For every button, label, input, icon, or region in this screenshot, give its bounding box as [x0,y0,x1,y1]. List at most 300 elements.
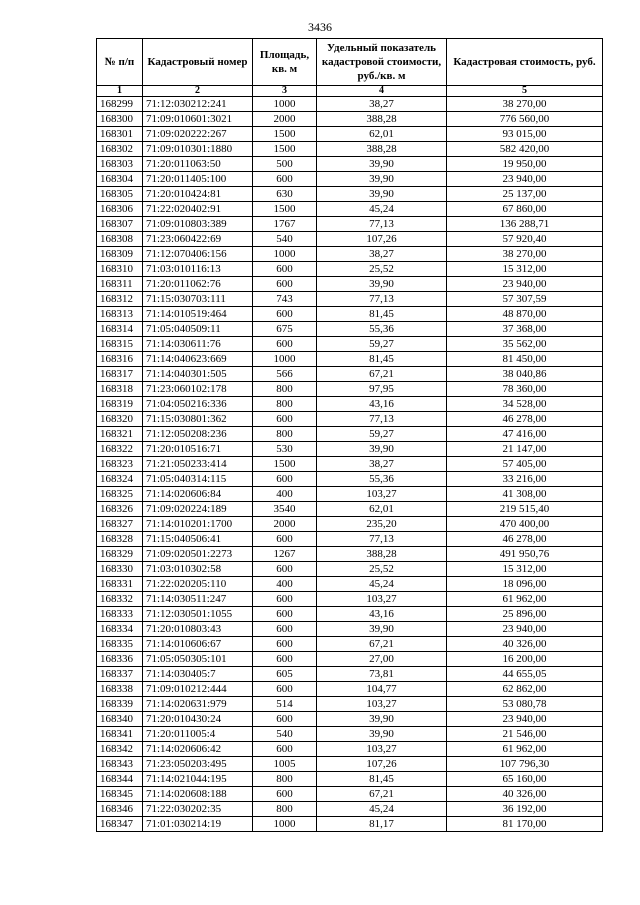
area-value: 1000 [253,97,317,112]
cadastral-value: 46 278,00 [447,412,603,427]
unit-rate-value: 39,90 [317,172,447,187]
row-number: 168342 [97,742,143,757]
row-number: 168329 [97,547,143,562]
cadastral-number: 71:09:010601:3021 [143,112,253,127]
table-row [97,562,603,577]
column-number: 3 [253,86,317,97]
row-number: 168334 [97,622,143,637]
area-value: 675 [253,322,317,337]
table-row [97,607,603,622]
cadastral-number: 71:15:040506:41 [143,532,253,547]
unit-rate-value: 107,26 [317,232,447,247]
unit-rate-value: 39,90 [317,157,447,172]
area-value: 600 [253,172,317,187]
cadastral-number: 71:09:010212:444 [143,682,253,697]
row-number: 168339 [97,697,143,712]
cadastral-number: 71:09:020222:267 [143,127,253,142]
row-number: 168345 [97,787,143,802]
cadastral-value: 219 515,40 [447,502,603,517]
table-row [97,397,603,412]
cadastral-number: 71:12:050208:236 [143,427,253,442]
table-row [97,442,603,457]
cadastral-value: 57 307,59 [447,292,603,307]
cadastral-number: 71:09:020501:2273 [143,547,253,562]
row-number: 168313 [97,307,143,322]
table-row [97,652,603,667]
table-row [97,502,603,517]
area-value: 600 [253,412,317,427]
cadastral-number: 71:14:030511:247 [143,592,253,607]
area-value: 600 [253,277,317,292]
area-value: 400 [253,487,317,502]
area-value: 566 [253,367,317,382]
area-value: 600 [253,787,317,802]
cadastral-number: 71:14:021044:195 [143,772,253,787]
cadastral-value: 48 870,00 [447,307,603,322]
cadastral-number: 71:14:010606:67 [143,637,253,652]
unit-rate-value: 77,13 [317,292,447,307]
unit-rate-value: 25,52 [317,562,447,577]
cadastral-value: 19 950,00 [447,157,603,172]
row-number: 168307 [97,217,143,232]
cadastral-number: 71:05:050305:101 [143,652,253,667]
row-number: 168299 [97,97,143,112]
area-value: 600 [253,682,317,697]
table-row [97,232,603,247]
cadastral-number: 71:20:011005:4 [143,727,253,742]
table-row [97,412,603,427]
area-value: 3540 [253,502,317,517]
row-number: 168340 [97,712,143,727]
row-number: 168310 [97,262,143,277]
cadastral-value: 61 962,00 [447,592,603,607]
cadastral-value: 491 950,76 [447,547,603,562]
table-row [97,367,603,382]
cadastral-number: 71:09:010803:389 [143,217,253,232]
cadastral-value: 33 216,00 [447,472,603,487]
cadastral-number: 71:05:040314:115 [143,472,253,487]
table-row [97,202,603,217]
cadastral-number: 71:05:040509:11 [143,322,253,337]
area-value: 605 [253,667,317,682]
unit-rate-value: 39,90 [317,727,447,742]
table-row [97,472,603,487]
area-value: 600 [253,592,317,607]
header-row [97,39,603,86]
cadastral-table [96,38,603,832]
cadastral-value: 44 655,05 [447,667,603,682]
cadastral-value: 67 860,00 [447,202,603,217]
cadastral-number: 71:23:060102:178 [143,382,253,397]
table-row [97,487,603,502]
cadastral-value: 21 147,00 [447,442,603,457]
cadastral-number: 71:14:020631:979 [143,697,253,712]
unit-rate-value: 62,01 [317,502,447,517]
cadastral-number: 71:21:050233:414 [143,457,253,472]
cadastral-value: 57 920,40 [447,232,603,247]
cadastral-value: 46 278,00 [447,532,603,547]
cadastral-value: 38 270,00 [447,247,603,262]
cadastral-value: 25 137,00 [447,187,603,202]
row-number: 168323 [97,457,143,472]
area-value: 540 [253,232,317,247]
unit-rate-value: 43,16 [317,397,447,412]
row-number: 168306 [97,202,143,217]
cadastral-value: 15 312,00 [447,562,603,577]
area-value: 600 [253,637,317,652]
area-value: 1500 [253,457,317,472]
area-value: 600 [253,562,317,577]
area-value: 530 [253,442,317,457]
cadastral-value: 23 940,00 [447,277,603,292]
cadastral-number: 71:20:010424:81 [143,187,253,202]
unit-rate-value: 67,21 [317,367,447,382]
row-number: 168309 [97,247,143,262]
table-row [97,532,603,547]
cadastral-value: 23 940,00 [447,172,603,187]
cadastral-value: 78 360,00 [447,382,603,397]
unit-rate-value: 103,27 [317,592,447,607]
area-value: 1000 [253,247,317,262]
row-number: 168343 [97,757,143,772]
unit-rate-value: 59,27 [317,337,447,352]
unit-rate-value: 25,52 [317,262,447,277]
table-row [97,307,603,322]
area-value: 2000 [253,517,317,532]
cadastral-number: 71:14:040301:505 [143,367,253,382]
table-row [97,217,603,232]
row-number: 168341 [97,727,143,742]
cadastral-value: 15 312,00 [447,262,603,277]
table-row [97,802,603,817]
area-value: 800 [253,427,317,442]
unit-rate-value: 55,36 [317,322,447,337]
table-row [97,142,603,157]
area-value: 1500 [253,142,317,157]
table-row [97,697,603,712]
table-row [97,262,603,277]
unit-rate-value: 39,90 [317,712,447,727]
unit-rate-value: 39,90 [317,277,447,292]
header-cadastral-number: Кадастровый номер [143,39,253,86]
table-row [97,97,603,112]
cadastral-number: 71:14:020606:42 [143,742,253,757]
table-row [97,757,603,772]
row-number: 168315 [97,337,143,352]
cadastral-number: 71:20:011063:50 [143,157,253,172]
table-row [97,817,603,832]
cadastral-number: 71:15:030801:362 [143,412,253,427]
table-row [97,577,603,592]
cadastral-value: 62 862,00 [447,682,603,697]
row-number: 168304 [97,172,143,187]
area-value: 600 [253,607,317,622]
table-row [97,682,603,697]
area-value: 1500 [253,202,317,217]
cadastral-number: 71:14:010201:1700 [143,517,253,532]
unit-rate-value: 103,27 [317,742,447,757]
table-row [97,592,603,607]
unit-rate-value: 45,24 [317,802,447,817]
cadastral-number: 71:14:010519:464 [143,307,253,322]
row-number: 168326 [97,502,143,517]
cadastral-number: 71:09:020224:189 [143,502,253,517]
unit-rate-value: 81,45 [317,772,447,787]
cadastral-value: 23 940,00 [447,622,603,637]
page-number: 3436 [308,20,332,34]
row-number: 168319 [97,397,143,412]
row-number: 168311 [97,277,143,292]
header-cadastral-value: Кадастровая стоимость, руб. [447,39,603,86]
row-number: 168330 [97,562,143,577]
row-number: 168336 [97,652,143,667]
unit-rate-value: 45,24 [317,202,447,217]
cadastral-number: 71:04:050216:336 [143,397,253,412]
unit-rate-value: 27,00 [317,652,447,667]
cadastral-number: 71:03:010302:58 [143,562,253,577]
table-row [97,772,603,787]
row-number: 168312 [97,292,143,307]
unit-rate-value: 39,90 [317,187,447,202]
area-value: 500 [253,157,317,172]
area-value: 400 [253,577,317,592]
cadastral-value: 21 546,00 [447,727,603,742]
area-value: 540 [253,727,317,742]
row-number: 168327 [97,517,143,532]
cadastral-number: 71:12:070406:156 [143,247,253,262]
cadastral-value: 36 192,00 [447,802,603,817]
unit-rate-value: 97,95 [317,382,447,397]
table-row [97,337,603,352]
row-number: 168301 [97,127,143,142]
unit-rate-value: 388,28 [317,112,447,127]
cadastral-number: 71:12:030212:241 [143,97,253,112]
cadastral-number: 71:22:020402:91 [143,202,253,217]
table-row [97,322,603,337]
area-value: 2000 [253,112,317,127]
unit-rate-value: 235,20 [317,517,447,532]
table-row [97,622,603,637]
table-row [97,382,603,397]
cadastral-value: 37 368,00 [447,322,603,337]
cadastral-value: 93 015,00 [447,127,603,142]
row-number: 168320 [97,412,143,427]
unit-rate-value: 81,45 [317,307,447,322]
unit-rate-value: 67,21 [317,787,447,802]
unit-rate-value: 103,27 [317,487,447,502]
cadastral-value: 34 528,00 [447,397,603,412]
table-row [97,712,603,727]
area-value: 1767 [253,217,317,232]
area-value: 1005 [253,757,317,772]
cadastral-value: 38 270,00 [447,97,603,112]
cadastral-number: 71:14:020608:188 [143,787,253,802]
table-row [97,172,603,187]
table-row [97,187,603,202]
column-number: 4 [317,86,447,97]
table-row [97,247,603,262]
header-area: Площадь, кв. м [253,39,317,86]
table-row [97,127,603,142]
unit-rate-value: 38,27 [317,97,447,112]
cadastral-number: 71:20:010430:24 [143,712,253,727]
row-number: 168325 [97,487,143,502]
unit-rate-value: 43,16 [317,607,447,622]
row-number: 168346 [97,802,143,817]
area-value: 600 [253,742,317,757]
area-value: 800 [253,382,317,397]
row-number: 168337 [97,667,143,682]
cadastral-value: 53 080,78 [447,697,603,712]
unit-rate-value: 107,26 [317,757,447,772]
row-number: 168333 [97,607,143,622]
cadastral-value: 38 040,86 [447,367,603,382]
table-row [97,517,603,532]
row-number: 168335 [97,637,143,652]
table-row [97,112,603,127]
area-value: 600 [253,472,317,487]
cadastral-value: 25 896,00 [447,607,603,622]
cadastral-value: 40 326,00 [447,637,603,652]
area-value: 600 [253,532,317,547]
row-number: 168331 [97,577,143,592]
cadastral-number: 71:20:010516:71 [143,442,253,457]
row-number: 168338 [97,682,143,697]
area-value: 600 [253,262,317,277]
area-value: 600 [253,337,317,352]
cadastral-value: 81 450,00 [447,352,603,367]
cadastral-value: 470 400,00 [447,517,603,532]
cadastral-number: 71:20:010803:43 [143,622,253,637]
unit-rate-value: 388,28 [317,547,447,562]
row-number: 168321 [97,427,143,442]
table-row [97,292,603,307]
row-number: 168322 [97,442,143,457]
area-value: 514 [253,697,317,712]
unit-rate-value: 77,13 [317,412,447,427]
column-number: 1 [97,86,143,97]
area-value: 630 [253,187,317,202]
row-number: 168347 [97,817,143,832]
column-number-row [97,86,603,97]
area-value: 600 [253,307,317,322]
cadastral-value: 107 796,30 [447,757,603,772]
area-value: 1500 [253,127,317,142]
table-row [97,667,603,682]
cadastral-number: 71:23:060422:69 [143,232,253,247]
area-value: 600 [253,622,317,637]
area-value: 1000 [253,352,317,367]
row-number: 168324 [97,472,143,487]
column-number: 5 [447,86,603,97]
cadastral-number: 71:12:030501:1055 [143,607,253,622]
unit-rate-value: 77,13 [317,532,447,547]
cadastral-value: 582 420,00 [447,142,603,157]
unit-rate-value: 59,27 [317,427,447,442]
area-value: 800 [253,772,317,787]
cadastral-number: 71:15:030703:111 [143,292,253,307]
cadastral-number: 71:01:030214:19 [143,817,253,832]
area-value: 800 [253,397,317,412]
cadastral-value: 776 560,00 [447,112,603,127]
row-number: 168308 [97,232,143,247]
row-number: 168344 [97,772,143,787]
cadastral-value: 18 096,00 [447,577,603,592]
cadastral-value: 16 200,00 [447,652,603,667]
unit-rate-value: 38,27 [317,247,447,262]
cadastral-value: 65 160,00 [447,772,603,787]
unit-rate-value: 45,24 [317,577,447,592]
row-number: 168303 [97,157,143,172]
row-number: 168300 [97,112,143,127]
row-number: 168318 [97,382,143,397]
unit-rate-value: 103,27 [317,697,447,712]
cadastral-value: 40 326,00 [447,787,603,802]
row-number: 168328 [97,532,143,547]
unit-rate-value: 73,81 [317,667,447,682]
area-value: 600 [253,712,317,727]
cadastral-number: 71:09:010301:1880 [143,142,253,157]
table-row [97,637,603,652]
area-value: 743 [253,292,317,307]
unit-rate-value: 81,17 [317,817,447,832]
header-unit-rate: Удельный показатель кадастровой стоимости, руб./кв. м [317,39,447,86]
row-number: 168316 [97,352,143,367]
unit-rate-value: 77,13 [317,217,447,232]
table-row [97,787,603,802]
row-number: 168314 [97,322,143,337]
cadastral-value: 47 416,00 [447,427,603,442]
unit-rate-value: 81,45 [317,352,447,367]
column-number: 2 [143,86,253,97]
cadastral-number: 71:22:030202:35 [143,802,253,817]
cadastral-number: 71:23:050203:495 [143,757,253,772]
table-row [97,727,603,742]
cadastral-number: 71:14:030405:7 [143,667,253,682]
row-number: 168332 [97,592,143,607]
table-row [97,547,603,562]
cadastral-value: 61 962,00 [447,742,603,757]
row-number: 168317 [97,367,143,382]
unit-rate-value: 39,90 [317,622,447,637]
table-row [97,277,603,292]
cadastral-value: 23 940,00 [447,712,603,727]
unit-rate-value: 62,01 [317,127,447,142]
header-number: № п/п [97,39,143,86]
unit-rate-value: 39,90 [317,442,447,457]
cadastral-value: 41 308,00 [447,487,603,502]
cadastral-value: 57 405,00 [447,457,603,472]
unit-rate-value: 55,36 [317,472,447,487]
table-row [97,157,603,172]
row-number: 168305 [97,187,143,202]
cadastral-value: 35 562,00 [447,337,603,352]
unit-rate-value: 388,28 [317,142,447,157]
cadastral-number: 71:14:040623:669 [143,352,253,367]
area-value: 600 [253,652,317,667]
unit-rate-value: 38,27 [317,457,447,472]
table-row [97,457,603,472]
cadastral-value: 81 170,00 [447,817,603,832]
unit-rate-value: 104,77 [317,682,447,697]
cadastral-value: 136 288,71 [447,217,603,232]
cadastral-number: 71:03:010116:13 [143,262,253,277]
table-row [97,427,603,442]
cadastral-number: 71:22:020205:110 [143,577,253,592]
cadastral-number: 71:20:011405:100 [143,172,253,187]
row-number: 168302 [97,142,143,157]
area-value: 800 [253,802,317,817]
